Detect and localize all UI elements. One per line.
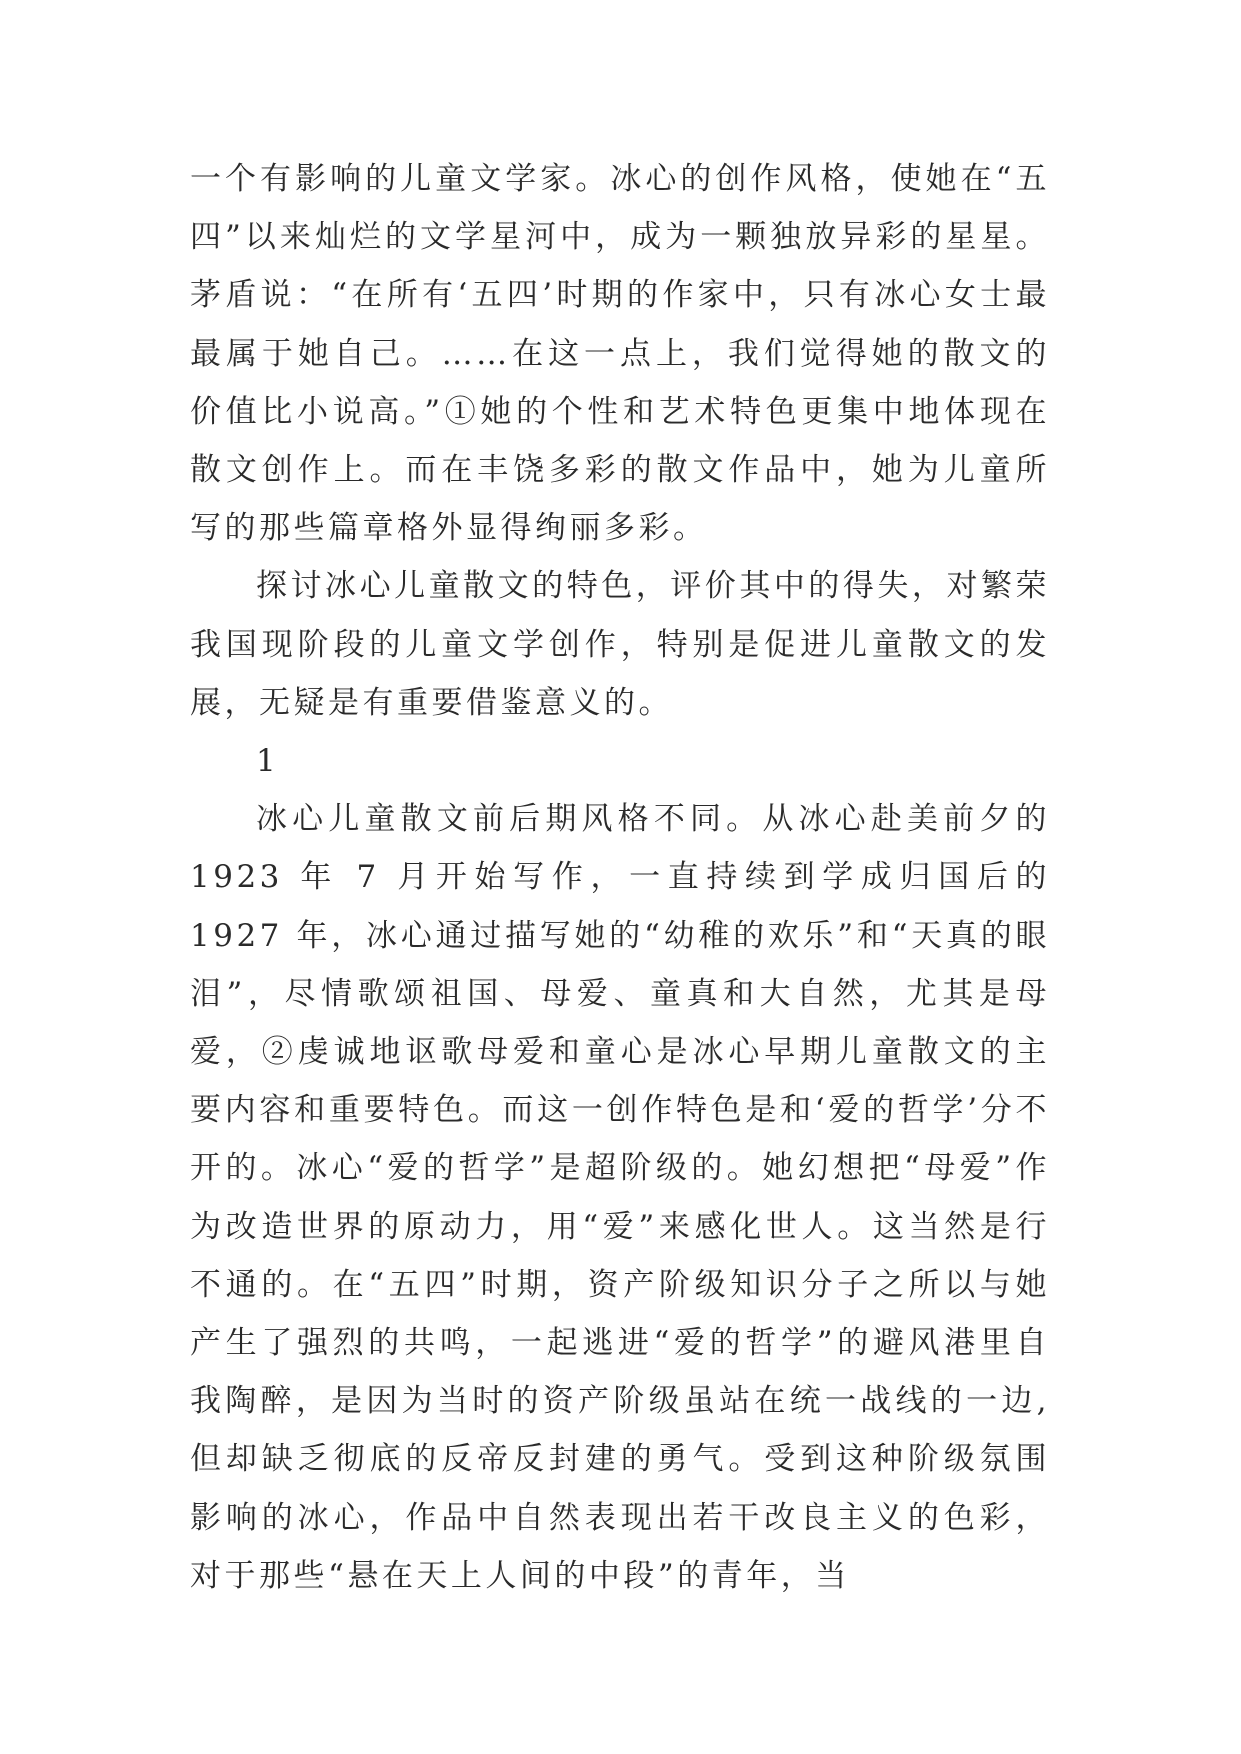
section-number: 1 bbox=[256, 743, 280, 780]
body-text bbox=[190, 150, 1050, 1605]
paragraph-significance: 探讨冰心儿童散文的特色，评价其中的得失，对繁荣我国现阶段的儿童文学创作，特别是促进儿童散文的发展，无疑是有重要借鉴意义的。 bbox=[190, 568, 1050, 721]
paragraph-intro: 一个有影响的儿童文学家。冰心的创作风格，使她在“五四”以来灿烂的文学星河中，成为一颗独放异彩的星星。茅盾说：“在所有‘五四’时期的作家中，只有冰心女士最最属于她自己。……在这一点上，我们觉得她的散文的价值比小说高。”①她的个性和艺术特色更集中地体现在散文创作上。而在丰饶多彩的散文作品中，她为儿童所写的那些篇章格外显得绚丽多彩。 bbox=[190, 161, 1050, 547]
paragraph-style-analysis: 冰心儿童散文前后期风格不同。从冰心赴美前夕的 1923 年 7 月开始写作，一直持续到学成归国后的 1927 年，冰心通过描写她的“幼稚的欢乐”和“天真的眼泪”，尽情歌颂祖国、母爱、童真和大自然，尤其是母爱，②虔诚地讴歌母爱和童心是冰心早期儿童散文的主要内容和重要特色。而这一创作特色是和‘爱的哲学’分不开的。冰心“爱的哲学”是超阶级的。她幻想把“母爱”作为改造世界的原动力，用“爱”来感化世人。这当然是行不通的。在“五四”时期，资产阶级知识分子之所以与她产生了强烈的共鸣，一起逃进“爱的哲学”的避风港里自我陶醉，是因为当时的资产阶级虽站在统一战线的一边,但却缺乏彻底的反帝反封建的勇气。受到这种阶级氛围影响的冰心，作品中自然表现出若干改良主义的色彩，对于那些“悬在天上人间的中段”的青年，当 bbox=[190, 801, 1050, 1594]
